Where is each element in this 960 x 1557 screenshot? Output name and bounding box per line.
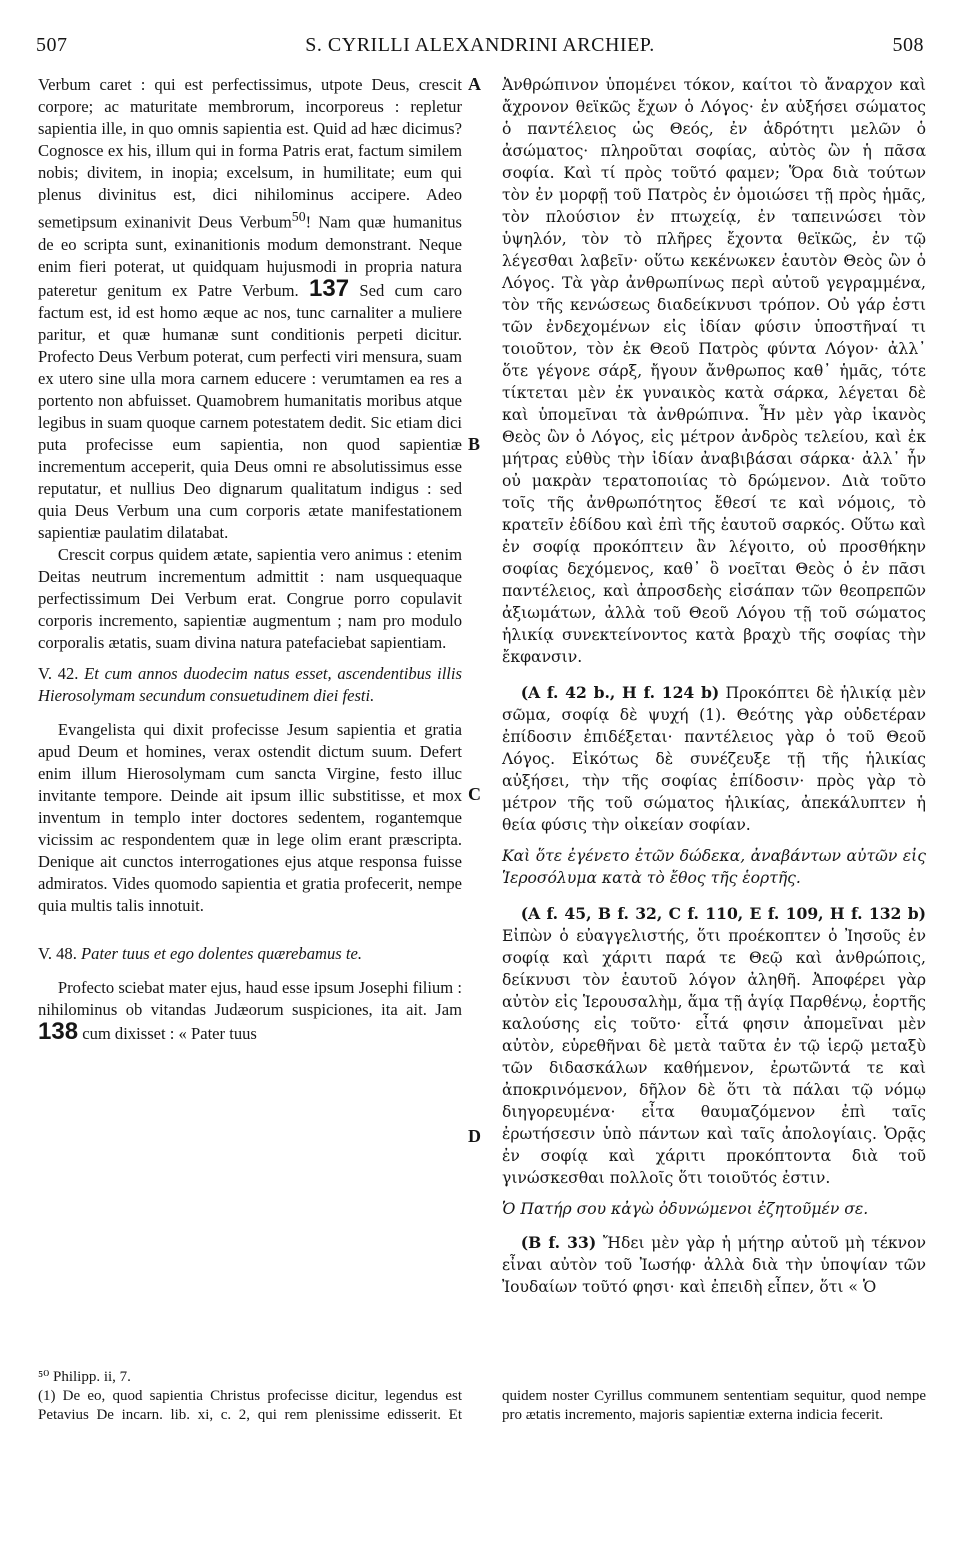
greek-paragraph: (A f. 42 b., H f. 124 b) Προκόπτει δὲ ἡλικίᾳ μὲν σῶμα, σοφίᾳ δὲ ψυχή (1). Θεότης γὰρ οὐδετέραν ἐπίδοσιν ἐπιδέξεται· παντέλειος γὰρ ὁ τοῦ Θεοῦ Λόγος. Εἰκότως δὲ συνέζευξε τῇ τῆς ἡλικίας αὐξήσει, τὴν τῆς σοφίας ἐπίδοσιν· πρὸς γὰρ τὸ μέτρον τῆς τοῦ σώματος ἡλικίας, ἀπεκάλυπτεν ἡ θεία φύσις τὴν οἰκείαν σοφίαν.: [502, 683, 926, 834]
footnotes: [38, 1368, 926, 1425]
margin-letter-a: A: [468, 74, 481, 94]
manuscript-reference: (B f. 33): [520, 1233, 597, 1252]
margin-letter-c: C: [468, 784, 481, 804]
greek-paragraph: (B f. 33) Ἤδει μὲν γὰρ ἡ μήτηρ αὐτοῦ μὴ τέκνον εἶναι αὐτὸν τοῦ Ἰωσήφ· ἀλλὰ διὰ τὴν ὑποψίαν τῶν Ἰουδαίων τοῦτό φησι· καὶ ἐπειδὴ εἶπεν, ὅτι « Ὁ: [502, 1233, 926, 1296]
page-number-left: 507: [36, 34, 68, 56]
page-number-right: 508: [892, 34, 924, 56]
latin-paragraph: Crescit corpus quidem ætate, sapientia vero animus : etenim Deitas neutrum incrementum admittit : nam usquequaque perfectissimum Dei Verbum erat. Congrue porro copulavit corporis incremento, sapientiæ augmentum ; nam pro modulo corporalis ætatis, suam divina natura patefaciebat sapientiam.: [38, 544, 462, 652]
verse-heading: V. 42. Et cum annos duodecim natus esset, ascendentibus illis Hierosolymam secundum consuetudinem diei festi.: [38, 663, 462, 705]
footnote-scripture: ⁵⁰ Philipp. ii, 7.: [38, 1369, 131, 1385]
latin-column: [38, 74, 462, 1045]
greek-paragraph: (A f. 45, B f. 32, C f. 110, E f. 109, H f. 132 b) Εἰπὼν ὁ εὐαγγελιστής, ὅτι προέκοπτεν ὁ Ἰησοῦς ἐν σοφίᾳ καὶ χάριτι παρά τε Θεῷ καὶ ἀνθρώποις, δείκνυσι τὸν ἑαυτοῦ λόγον ἀληθῆ. Ἀποφέρει γὰρ αὐτὸν εἰς Ἱερουσαλὴμ, ἅμα τῇ ἁγίᾳ Παρθένῳ, ἑορτῆς καλούσης εἰς τοῦτο· εἶτά φησιν ἀπομεῖναι μὲν αὐτὸν, εὑρεθῆναι δὲ μετὰ ταῦτα ἐν τῷ ἱερῷ μεταξὺ τῶν διδασκάλων καθήμενον, ἐρωτῶντά τε καὶ ἀποκρινόμενον, δῆλον δὲ ὅτι τὰ πάλαι τῷ νόμῳ διηγορευμένα· εἶτα θαυμαζόμενον ἐπὶ ταῖς ἐρωτήσεσιν ὑπὸ πάντων καὶ ταῖς ἀπολογίαις. Ὁρᾷς ἐν σοφίᾳ καὶ χάριτι προκόπτοντα διὰ τοῦ γινώσκεσθαι πολλοῖς ὅτι τοιοῦτός ἐστιν.: [502, 904, 926, 1187]
greek-paragraph: Ἀνθρώπινον ὑπομένει τόκον, καίτοι τὸ ἄναρχον καὶ ἄχρονον θεϊκῶς ἔχων ὁ Λόγος· ἐν αὐξήσει σώματος ὁ παντέλειος ὡς Θεός, ἐν ἁδρότητι μελῶν ὁ ἀσώματος· πληροῦται σοφίας, αὐτὸς ὢν ἡ πᾶσα σοφία. Καὶ τί πρὸς τοῦτό φαμεν; Ὅρα διὰ τούτων τὸν ἐν μορφῇ τοῦ Πατρὸς ἐν ὁμοιώσει τῇ πρὸς ἡμᾶς, τὸν πλούσιον ἐν πτωχείᾳ, ἐν ταπεινώσει τὸν ὑψηλόν, τὸν τὸ πλῆρες ἔχοντα θεϊκῶς, ἐν τῷ λέγεσθαι λαβεῖν· οὕτω κεκένωκεν ἑαυτὸν Θεὸς ὢν ὁ Λόγος. Τὰ γὰρ ἀνθρωπίνως περὶ αὐτοῦ γεγραμμένα, τὸν τῆς κενώσεως διαδείκνυσι τρόπον. Οὐ γάρ ἐστι τῶν ἐνδεχομένων εἰς ἰδίαν φύσιν ὑποστῆναί τι τοιοῦτον, τὸν ἐκ Θεοῦ Πατρὸς φύντα Λόγον· ἀλλ᾽ ὅτε γέγονε σάρξ, ἤγουν ἄνθρωπος καθ᾽ ἡμᾶς, τότε τίκτεται μὲν ἐκ γυναικὸς κατὰ σάρκα, λέγεται δὲ καὶ ὑπομεῖναι τὰ ἀνθρώπινα. Ἦν μὲν γὰρ ἱκανὸς Θεὸς ὢν ὁ Λόγος, εἰς μέτρον ἀνδρὸς τελείου, καὶ ἐκ μήτρας εὐθὺς τὴν ἰδίαν ἀναβιβάσαι σάρκα· ἀλλ᾽ ἦν οὐ μακρὰν τερατοποιίας τὸ δρώμενον. Διὰ τοῦτο τοῖς τῆς ἀνθρωπότητος ἔθεσί τε καὶ νόμοις, τὸ κρατεῖν ἐδίδου καὶ ἐπὶ τῆς ἑαυτοῦ σαρκός. Οὕτω καὶ ἐν σοφίᾳ προκόπτειν ἂν λέγοιτο, οὐ προσθήκην σοφίας δεχόμενος, καθ᾽ ὃ νοεῖται Θεὸς ὁ ἐν πᾶσι παντέλειος, καὶ ἀπροσδεὴς εἰσάπαν τῶν θεοπρεπῶν ἀξιωμάτων, ἀλλὰ τοῦ Θεοῦ Λόγου τῇ τοῦ σώματος ἡλικίᾳ συνεκτείνοντος κατὰ βραχὺ τῆς σοφίας τὴν ἔκφανσιν.: [502, 76, 926, 666]
latin-paragraph: Evangelista qui dixit profecisse Jesum sapientia et gratia apud Deum et homines, verax ostendit dictum suum. Defert enim illum Hierosolymam cum sancta Virgine, festo illuc invitante tempore. Deinde ait ipsum illic substitisse, et mox inventum in templo inter doctores sedentem, rogantemque vicissim ac respondentem quæ in lege olim erant præscripta. Denique ait cunctos interrogationes ejus atque responsa fuisse admiratos. Vides quomodo sapientia et gratia profecerit, nempe quia multis talis innotuit.: [38, 719, 462, 915]
latin-paragraph: Verbum caret : qui est perfectissimus, utpote Deus, crescit corpore; ac maturitate membrorum, incorporeus : repletur sapientia ille, in quo omnis sapientia est. Quid ad hæc dicimus? Cognosce ex his, illum qui in forma Patris erat, factum similem nobis; divitem, in inopia; excelsum, in humilitate; eum qui plenus divinitus est, dici nihilominus accipere. Adeo semetipsum exinanivit Deus Verbum$^{50}$! Nam quæ humanitus de eo scripta sunt, exinanitionis modum demonstrant. Neque enim fieri poterat, ut quidquam hujusmodi in propria natura pateretur genitum ex Patre Verbum. 137 Sed cum caro factum est, id est homo æque ac nos, tunc carnaliter a muliere paritur, et quæ humanæ sunt conditionis perpeti dicitur. Profecto Deus Verbum poterat, cum perfecti viri mensura, suam ex utero sine ulla mora carnem educere : verumtamen ea res a portento non abfuisset. Quamobrem humanitatis moribus atque legibus in suam quoque carnem potestatem dedit. Sic etiam dici puta profecisse eum sapientia, non quod sapientiæ incrementum acceperit, quia Deus omni re absolutissimus esse reputatur, et nullius Deo dignarum qualitatum indigus : sed quia Deus Verbum una cum corporis ætate manifestationem sapientiæ paulatim dilatabat.: [38, 75, 462, 542]
page-marker: 138: [38, 1017, 79, 1045]
margin-letter-d: D: [468, 1126, 481, 1146]
footnote-marker: 50: [291, 209, 306, 224]
manuscript-reference: (A f. 42 b., H f. 124 b): [520, 683, 720, 702]
margin-letter-b: B: [468, 434, 481, 454]
verse-heading: Καὶ ὅτε ἐγένετο ἐτῶν δώδεκα, ἀναβάντων αὐτῶν εἰς Ἱεροσόλυμα κατὰ τὸ ἔθος τῆς ἑορτῆς.: [502, 847, 926, 887]
greek-column: [502, 74, 926, 1298]
page-marker: 137: [309, 274, 350, 302]
verse-heading: V. 48. Pater tuus et ego dolentes quærebamus te.: [38, 943, 363, 963]
footnote-text: (1) De eo, quod sapientia Christus profecisse dicitur, legendus est Petavius De incarn. lib. xi, c. 2, qui rem plenissime edisserit. Et quidem noster Cyrillus communem sententiam sequitur, quod nempe pro ætatis incremento, majoris sapientiæ externa indicia fecerit.: [38, 1388, 926, 1423]
latin-paragraph: Profecto sciebat mater ejus, haud esse ipsum Josephi filium : nihilominus ob vitandas Judæorum suspiciones, ita ait. Jam 138 cum dixisset : « Pater tuus: [38, 977, 462, 1045]
verse-heading: Ὁ Πατήρ σου κἀγὼ ὀδυνώμενοι ἐζητοῦμέν σε.: [502, 1200, 869, 1218]
manuscript-reference: (A f. 45, B f. 32, C f. 110, E f. 109, H f. 132 b): [520, 904, 926, 923]
page-header: [36, 34, 924, 70]
running-title: S. CYRILLI ALEXANDRINI ARCHIEP.: [305, 34, 655, 56]
